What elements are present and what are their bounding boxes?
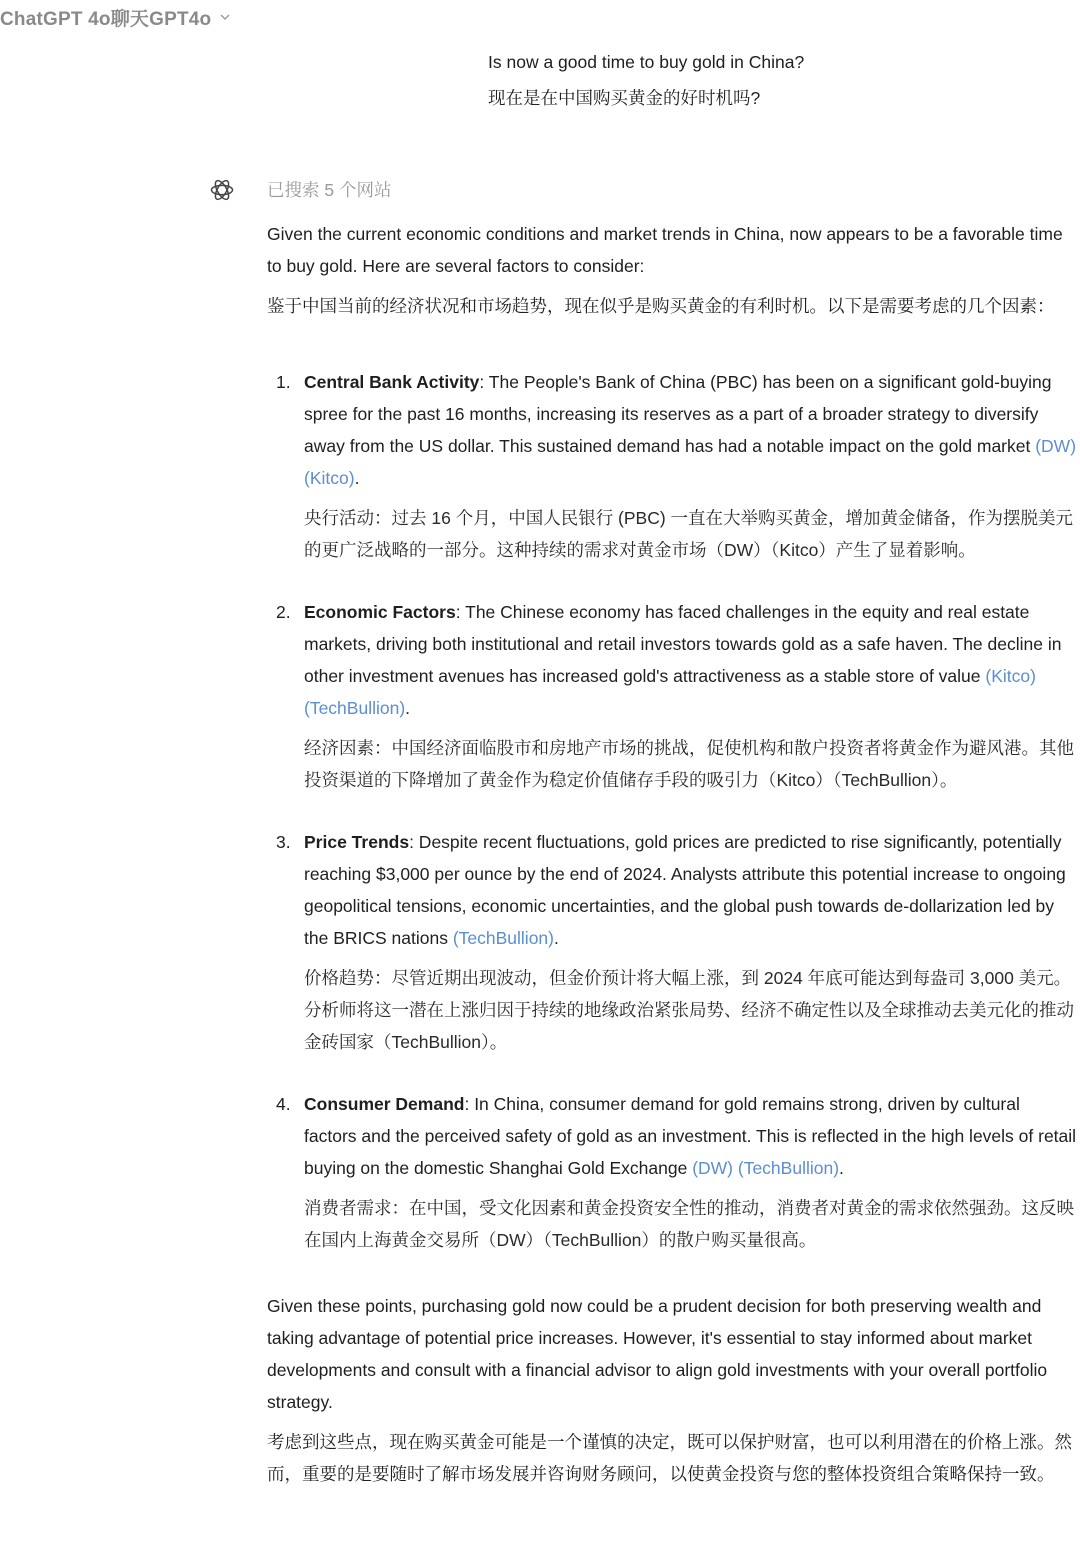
- conclusion-zh: 考虑到这些点，现在购买黄金可能是一个谨慎的决定，既可以保护财富，也可以利用潜在的价格上涨。然而，重要的是要随时了解市场发展并咨询财务顾问，以使黄金投资与您的整体投资组合策略保持一致。: [267, 1432, 1072, 1484]
- factor-zh: 价格趋势：尽管近期出现波动，但金价预计将大幅上涨，到 2024 年底可能达到每盎司 3,000 美元。分析师将这一潜在上涨归因于持续的地缘政治紧张局势、经济不确定性以及全球推动去美元化的推动金砖国家（TechBullion）。: [304, 968, 1074, 1052]
- list-item: 2. Economic Factors: The Chinese economy has faced challenges in the equity and real estate markets, driving both institutional and retail investors towards gold as a safe haven. The decline in other investment avenues has increased gold's attractiveness as a stable store of value (Kitco) (TechBullion). 经济因素：中国经济面临股市和房地产市场的挑战，促使机构和散户投资者将黄金作为避风港。其他投资渠道的下降增加了黄金作为稳定价值储存手段的吸引力（Kitco）（TechBullion）。: [267, 596, 1077, 796]
- list-item: 4. Consumer Demand: In China, consumer demand for gold remains strong, driven by cultural factors and the perceived safety of gold as an investment. This is reflected in the high levels of retail buying on the domestic Shanghai Gold Exchange (DW) (TechBullion). 消费者需求：在中国，受文化因素和黄金投资安全性的推动，消费者对黄金的需求依然强劲。这反映在国内上海黄金交易所（DW）（TechBullion）的散户购买量很高。: [267, 1088, 1077, 1256]
- openai-logo-icon: [208, 176, 236, 204]
- factor-title: Price Trends: [304, 832, 410, 852]
- user-message: [488, 44, 1048, 116]
- list-item: 1. Central Bank Activity: The People's Bank of China (PBC) has been on a significant gold-buying spree for the past 16 months, increasing its reserves as a part of a broader strategy to diversify away from the US dollar. This sustained demand has had a notable impact on the gold market (DW) (Kitco). 央行活动：过去 16 个月，中国人民银行 (PBC) 一直在大举购买黄金，增加黄金储备，作为摆脱美元的更广泛战略的一部分。这种持续的需求对黄金市场（DW）（Kitco）产生了显着影响。: [267, 366, 1077, 566]
- source-link-dw[interactable]: (DW): [1035, 436, 1077, 456]
- list-number: 1.: [276, 372, 291, 392]
- model-selector[interactable]: [0, 4, 231, 30]
- source-link-kitco[interactable]: (Kitco): [985, 666, 1036, 686]
- source-link-kitco[interactable]: (Kitco): [304, 468, 355, 488]
- list-number: 3.: [276, 832, 291, 852]
- factor-zh: 央行活动：过去 16 个月，中国人民银行 (PBC) 一直在大举购买黄金，增加黄金储备，作为摆脱美元的更广泛战略的一部分。这种持续的需求对黄金市场（DW）（Kitco）产生了显着影响。: [304, 508, 1074, 560]
- source-link-techbullion[interactable]: (TechBullion): [737, 1158, 840, 1178]
- source-link-dw[interactable]: (DW): [692, 1158, 733, 1178]
- factor-text: Despite recent fluctuations, gold prices are predicted to rise significantly, potentially reaching $3,000 per ounce by the end of 2024. Analysts attribute this potential increase to ongoing geopolitical tensions, economic uncertainties, and the global push towards de-dollarization led by the BRICS nations: [304, 832, 1066, 948]
- chevron-down-icon: [219, 11, 231, 23]
- factor-list: [267, 366, 1077, 1256]
- factor-text: In China, consumer demand for gold remains strong, driven by cultural factors and the perceived safety of gold as an investment. This is reflected in the high levels of retail buying on the domestic Shanghai Gold Exchange: [304, 1094, 1077, 1178]
- factor-zh: 消费者需求：在中国，受文化因素和黄金投资安全性的推动，消费者对黄金的需求依然强劲。这反映在国内上海黄金交易所（DW）（TechBullion）的散户购买量很高。: [304, 1198, 1074, 1250]
- source-link-techbullion[interactable]: (TechBullion): [452, 928, 554, 948]
- factor-text: The Chinese economy has faced challenges in the equity and real estate markets, driving both institutional and retail investors towards gold as a safe haven. The decline in other investment avenues has increased gold's attractiveness as a stable store of value: [304, 602, 1062, 686]
- factor-title: Consumer Demand: [304, 1094, 465, 1114]
- list-number: 2.: [276, 602, 291, 622]
- intro-zh: 鉴于中国当前的经济状况和市场趋势，现在似乎是购买黄金的有利时机。以下是需要考虑的几个因素：: [267, 296, 1055, 316]
- factor-title: Economic Factors: [304, 602, 456, 622]
- factor-title: Central Bank Activity: [304, 372, 480, 392]
- intro-en: Given the current economic conditions and market trends in China, now appears to be a favorable time to buy gold. Here are several factors to consider:: [267, 224, 1063, 276]
- user-message-zh: 现在是在中国购买黄金的好时机吗?: [488, 88, 761, 108]
- factor-text: The People's Bank of China (PBC) has been on a significant gold-buying spree for the past 16 months, increasing its reserves as a part of a broader strategy to diversify away from the US dollar. This sustained demand has had a notable impact on the gold market: [304, 372, 1052, 456]
- factor-zh: 经济因素：中国经济面临股市和房地产市场的挑战，促使机构和散户投资者将黄金作为避风港。其他投资渠道的下降增加了黄金作为稳定价值储存手段的吸引力（Kitco）（TechBullion）。: [304, 738, 1074, 790]
- source-link-techbullion[interactable]: (TechBullion): [304, 698, 406, 718]
- model-title: ChatGPT 4o聊天GPT4o: [0, 8, 212, 30]
- list-item: 3. Price Trends: Despite recent fluctuations, gold prices are predicted to rise significantly, potentially reaching $3,000 per ounce by the end of 2024. Analysts attribute this potential increase to ongoing geopolitical tensions, economic uncertainties, and the global push towards de-dollarization led by the BRICS nations (TechBullion). 价格趋势：尽管近期出现波动，但金价预计将大幅上涨，到 2024 年底可能达到每盎司 3,000 美元。分析师将这一潜在上涨归因于持续的地缘政治紧张局势、经济不确定性以及全球推动去美元化的推动金砖国家（TechBullion）。: [267, 826, 1077, 1058]
- conclusion-en: Given these points, purchasing gold now could be a prudent decision for both preserving wealth and taking advantage of potential price increases. However, it's essential to stay informed about market developments and consult with a financial advisor to align gold investments with your overall portfolio strategy.: [267, 1296, 1048, 1412]
- user-message-en: Is now a good time to buy gold in China?: [488, 52, 805, 72]
- searched-sites-label[interactable]: 已搜索 5 个网站: [267, 180, 392, 200]
- list-number: 4.: [276, 1094, 291, 1114]
- assistant-answer: [267, 218, 1077, 1490]
